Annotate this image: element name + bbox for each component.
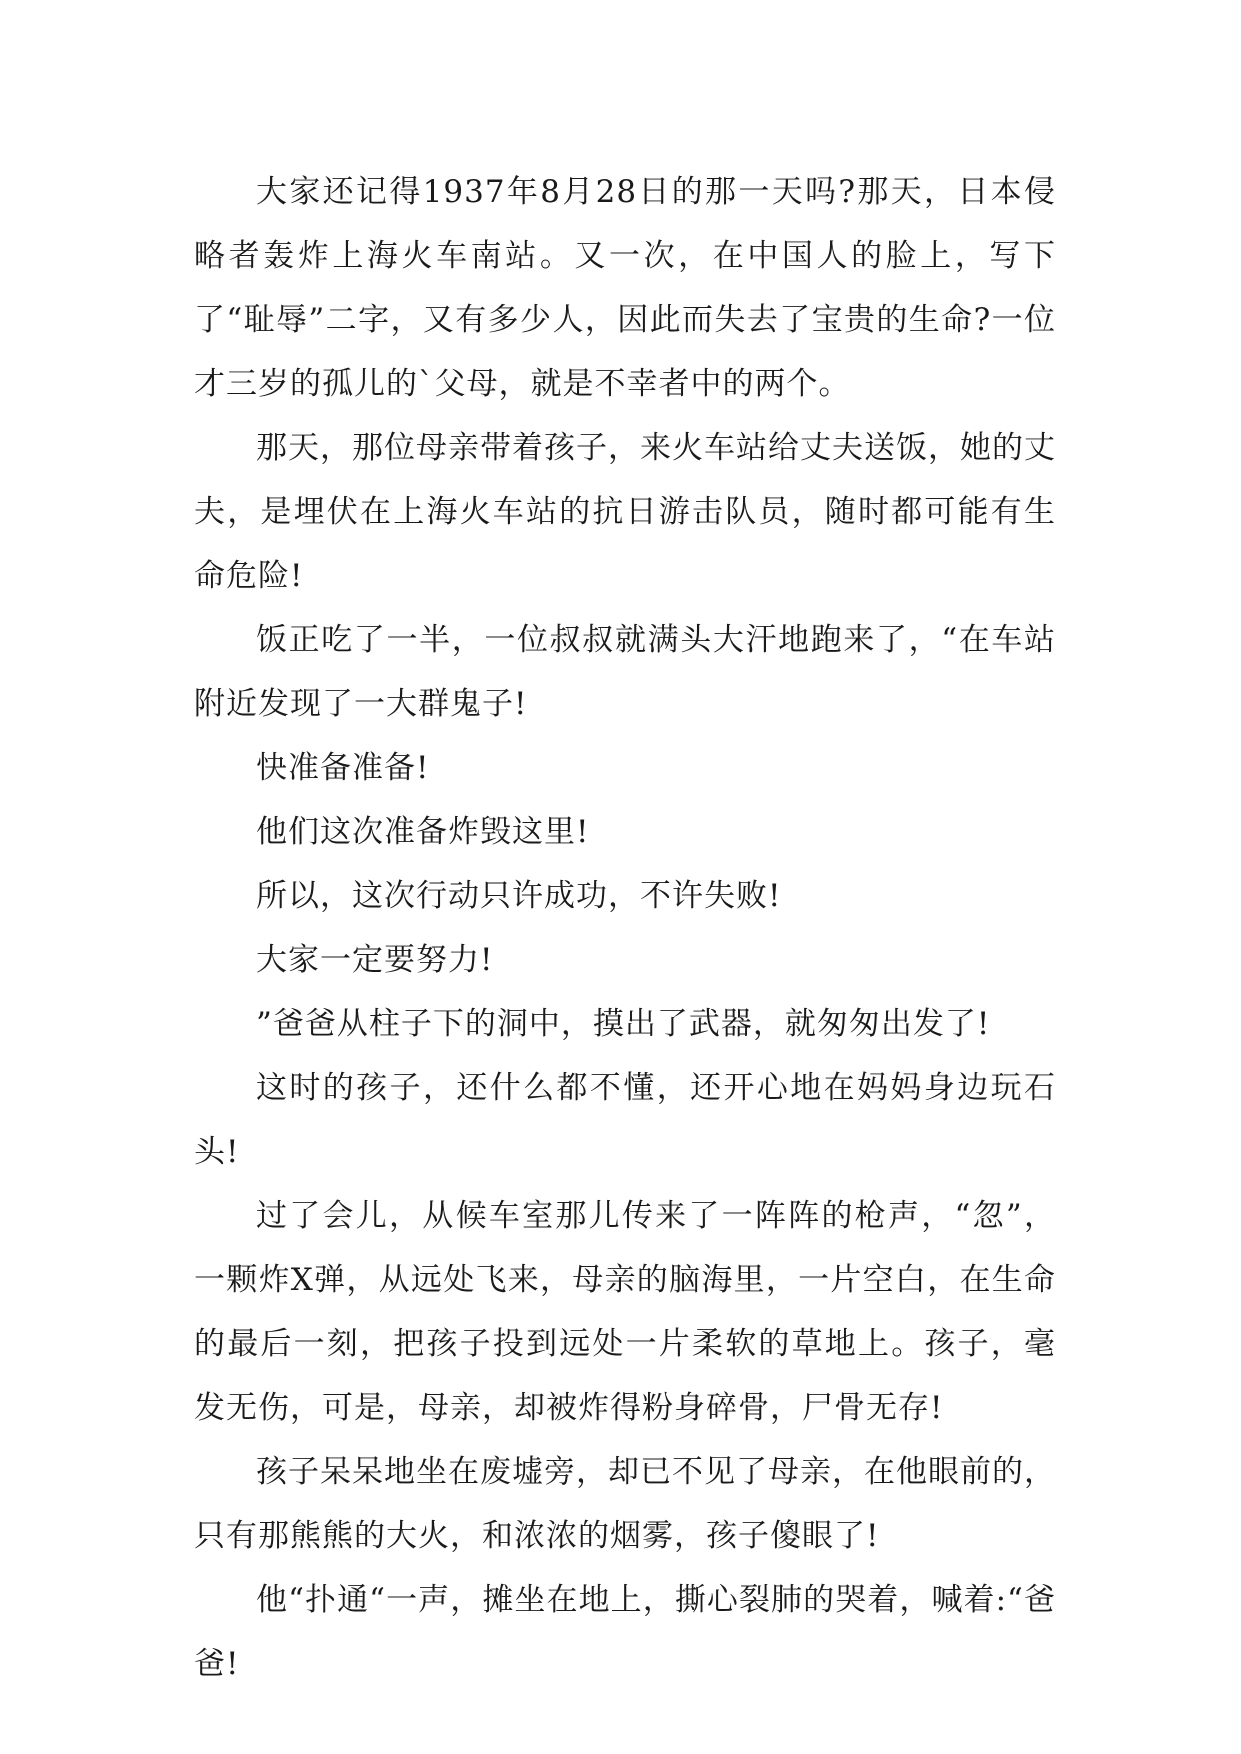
- paragraph: 孩子呆呆地坐在废墟旁，却已不见了母亲，在他眼前的，只有那熊熊的大火，和浓浓的烟雾，孩子傻眼了!: [194, 1454, 1056, 1554]
- paragraph: ”爸爸从柱子下的洞中，摸出了武器，就匆匆出发了!: [256, 1006, 991, 1042]
- paragraph: 大家一定要努力!: [256, 942, 494, 978]
- paragraph: 过了会儿，从候车室那儿传来了一阵阵的枪声，“忽”，一颗炸X弹，从远处飞来，母亲的脑海里，一片空白，在生命的最后一刻，把孩子投到远处一片柔软的草地上。孩子，毫发无伤，可是，母亲，却被炸得粉身碎骨，尸骨无存!: [194, 1198, 1056, 1426]
- paragraph: 所以，这次行动只许成功，不许失败!: [256, 878, 782, 914]
- paragraph: 快准备准备!: [256, 750, 430, 786]
- paragraph: 饭正吃了一半，一位叔叔就满头大汗地跑来了，“在车站附近发现了一大群鬼子!: [194, 622, 1056, 722]
- paragraph: 他们这次准备炸毁这里!: [256, 814, 590, 850]
- paragraph: 他“扑通“一声，摊坐在地上，撕心裂肺的哭着，喊着:“爸爸!: [194, 1582, 1056, 1682]
- paragraph: 那天，那位母亲带着孩子，来火车站给丈夫送饭，她的丈夫，是埋伏在上海火车站的抗日游击队员，随时都可能有生命危险!: [194, 430, 1056, 594]
- paragraph: 这时的孩子，还什么都不懂，还开心地在妈妈身边玩石头!: [194, 1070, 1056, 1170]
- document-body: [194, 160, 1056, 1696]
- paragraph: 大家还记得1937年8月28日的那一天吗?那天，日本侵略者轰炸上海火车南站。又一次，在中国人的脸上，写下了“耻辱”二字，又有多少人，因此而失去了宝贵的生命?一位才三岁的孤儿的`父母，就是不幸者中的两个。: [194, 174, 1056, 402]
